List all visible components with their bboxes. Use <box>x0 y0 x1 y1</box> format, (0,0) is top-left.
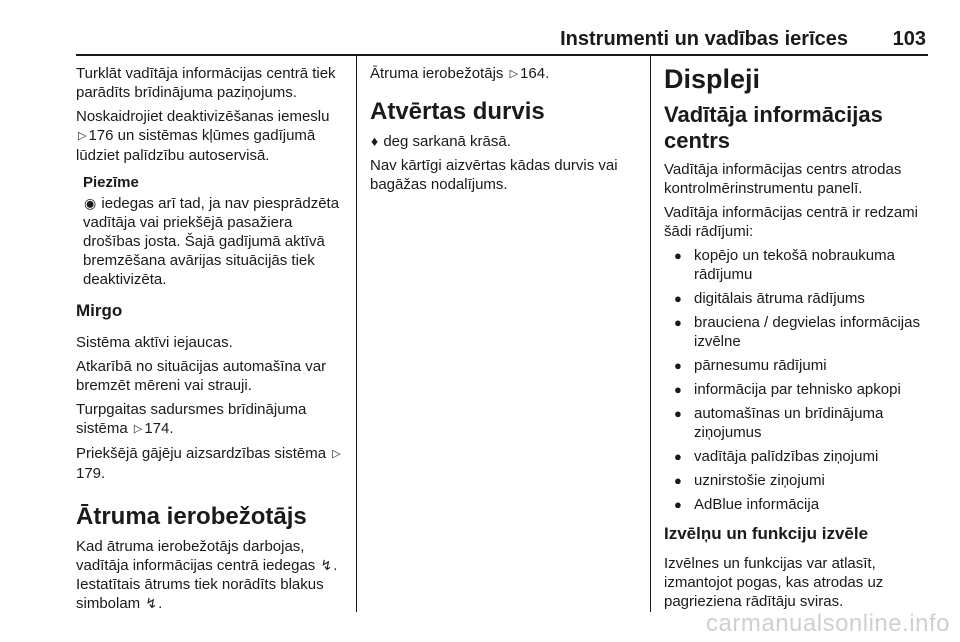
reference-arrow-icon: ▷ <box>78 130 87 142</box>
page-reference[interactable]: 164. <box>520 65 550 82</box>
page-reference[interactable]: 179. <box>76 465 106 482</box>
note-title: Piezīme <box>83 174 139 191</box>
reference-arrow-icon: ▷ <box>332 448 341 460</box>
paragraph: Vadītāja informācijas centrs atrodas kontrolmērinstrumentu panelī. <box>664 161 902 197</box>
text: . <box>158 595 163 612</box>
reference-arrow-icon: ▷ <box>133 423 143 435</box>
paragraph <box>76 537 346 613</box>
list-item: ● vadītāja palīdzības ziņojumi <box>664 447 934 466</box>
page-header <box>76 24 928 54</box>
speed-limiter-icon: ↯ <box>320 557 333 573</box>
text: Priekšējā gājēju aizsardzības sistēma <box>76 445 327 462</box>
text: Ātruma ierobežotājs <box>370 65 504 82</box>
paragraph <box>370 132 638 151</box>
collision-warning-lamp-icon: ◉ <box>84 195 97 211</box>
header-divider <box>76 54 928 56</box>
list-item: ● informācija par tehnisko apkopi <box>664 380 934 399</box>
section-heading: Vadītāja informācijas centrs <box>664 102 883 153</box>
paragraph: Turklāt vadītāja informācijas centrā tiek parādīts brīdinājuma paziņojums. <box>76 65 336 101</box>
column-left <box>76 64 346 618</box>
paragraph <box>76 400 346 439</box>
list-item: ● automašīnas un brīdinājuma ziņojumus <box>664 404 934 442</box>
list-item: ● uznirstošie ziņojumi <box>664 471 934 490</box>
text: Kad ātruma ierobežotājs darbojas, vadītāja informācijas centrā iedegas <box>76 538 316 574</box>
paragraph: Sistēma aktīvi iejaucas. <box>76 334 233 351</box>
paragraph <box>76 107 346 165</box>
page-reference[interactable]: 176 un sistēmas kļūmes gadījumā lūdziet palīdzību autoservisā. <box>76 127 316 164</box>
paragraph <box>76 444 346 483</box>
list-item: ● digitālais ātruma rādījums <box>664 289 934 308</box>
column-divider <box>356 56 357 612</box>
door-open-icon: ♦ <box>371 133 379 149</box>
page-reference[interactable]: 174. <box>144 420 174 437</box>
note-box <box>83 173 346 289</box>
column-right <box>664 64 934 616</box>
section-heading: Mirgo <box>76 301 123 320</box>
chapter-title: Instrumenti un vadības ierīces <box>560 28 848 50</box>
paragraph <box>370 64 638 84</box>
speed-limiter-icon: ↯ <box>145 595 158 611</box>
page-number: 103 <box>892 28 926 50</box>
text: deg sarkanā krāsā. <box>383 133 511 150</box>
display-items-list <box>664 246 934 514</box>
text: Noskaidrojiet deaktivizēšanas iemeslu <box>76 108 330 125</box>
list-item: ● brauciena / degvielas informācijas izvēlne <box>664 313 934 351</box>
subsection-heading: Izvēlņu un funkciju izvēle <box>664 524 869 543</box>
list-item: ● pārnesumu rādījumi <box>664 356 934 375</box>
paragraph: Nav kārtīgi aizvērtas kādas durvis vai bagāžas nodalījums. <box>370 157 618 193</box>
reference-arrow-icon: ▷ <box>509 68 519 80</box>
note-text <box>83 194 346 289</box>
list-item: ● kopējo un tekošā nobraukuma rādījumu <box>664 246 934 284</box>
text: . Iestatītais ātrums tiek norādīts blakus simbolam <box>76 557 338 612</box>
list-item: ● AdBlue informācija <box>664 495 934 514</box>
section-heading: Ātruma ierobežotājs <box>76 503 307 530</box>
paragraph: Atkarībā no situācijas automašīna var bremzēt mēreni vai strauji. <box>76 358 327 394</box>
section-heading: Atvērtas durvis <box>370 98 545 125</box>
watermark: carmanualsonline.info <box>706 610 950 637</box>
paragraph: Vadītāja informācijas centrā ir redzami šādi rādījumi: <box>664 204 918 240</box>
chapter-heading: Displeji <box>664 64 761 94</box>
text: iedegas arī tad, ja nav piesprādzēta vadītāja vai priekšējā pasažiera drošības josta. Šajā gadījumā aktīvā bremzēšana avārijas situācijās tiek deaktivizēta. <box>83 195 340 288</box>
text: Turpgaitas sadursmes brīdinājuma sistēma <box>76 401 307 437</box>
column-divider <box>650 56 651 612</box>
paragraph: Izvēlnes un funkcijas var atlasīt, izmantojot pogas, kas atrodas uz pagrieziena rādītāju sviras. <box>664 555 884 610</box>
column-middle <box>370 64 638 199</box>
